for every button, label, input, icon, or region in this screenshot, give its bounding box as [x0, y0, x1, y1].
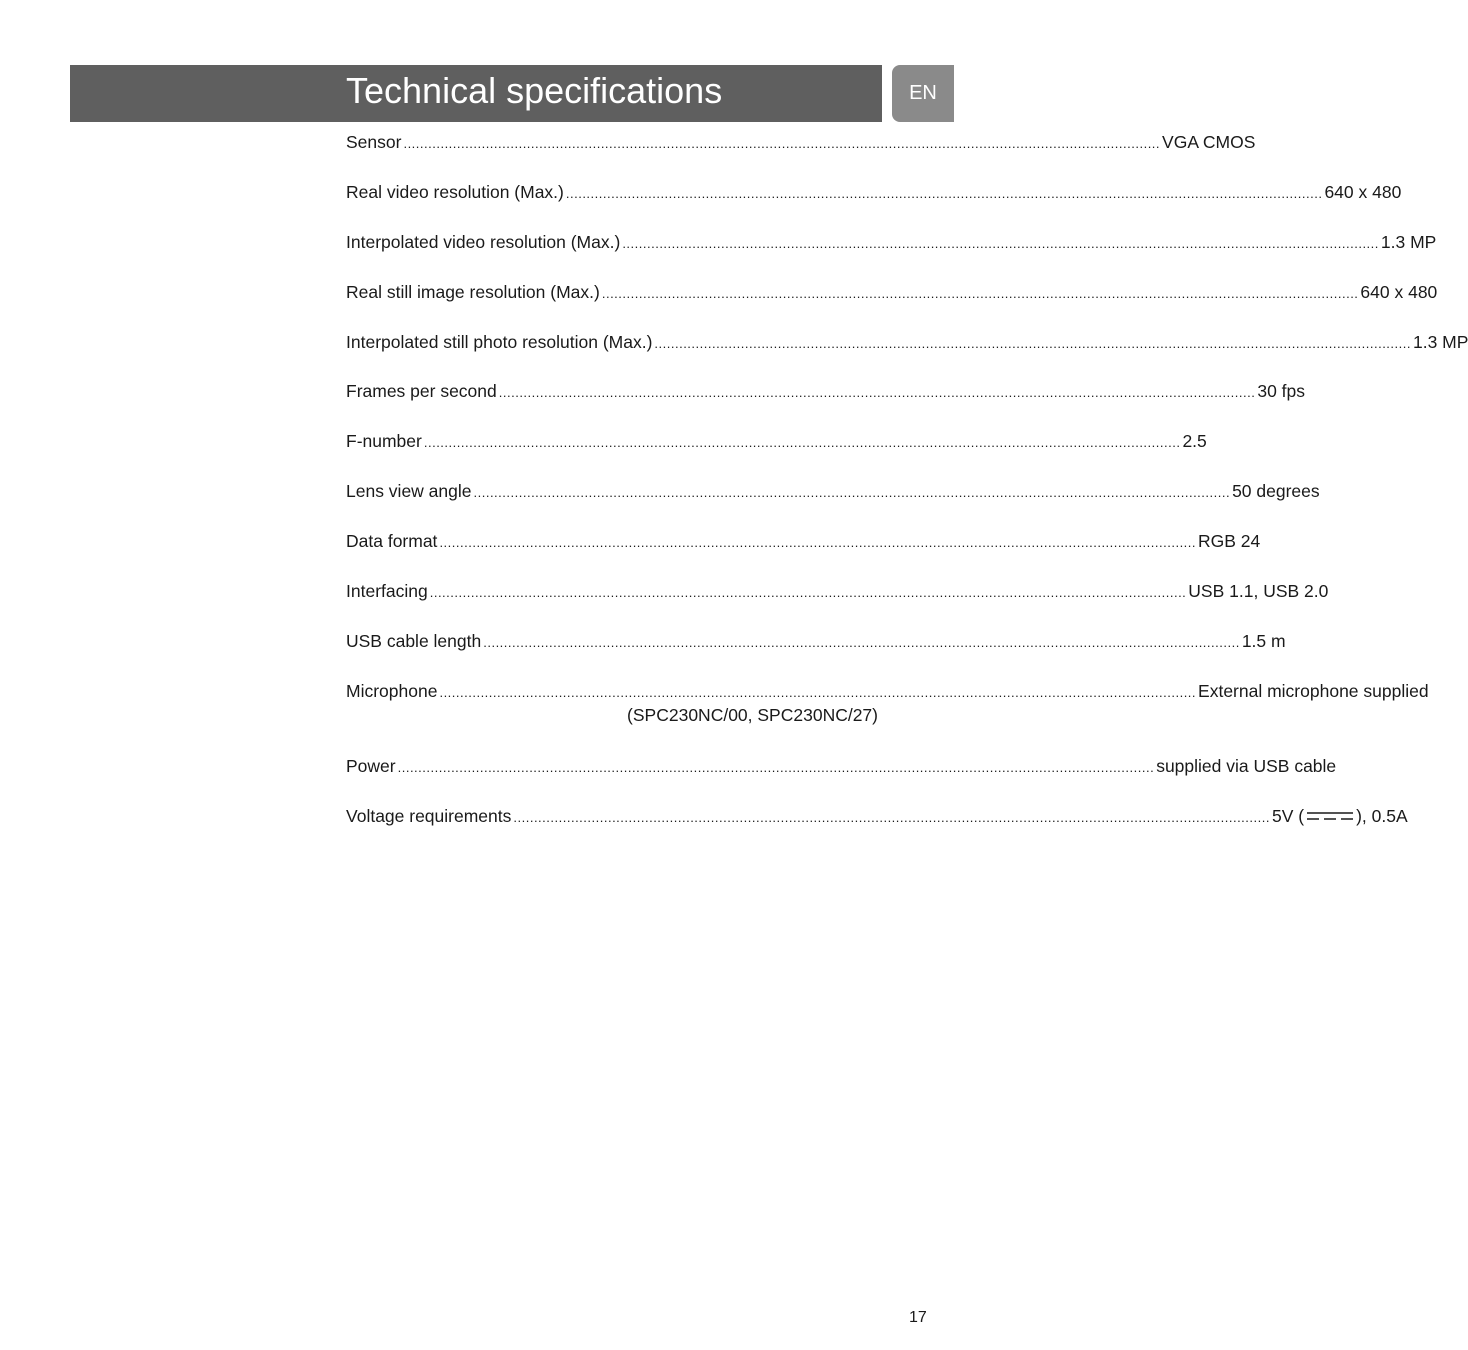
dot-leader: ........................................................................................................................................................................................: [423, 435, 1181, 451]
spec-value: VGA CMOS: [1162, 132, 1256, 152]
spec-list: [346, 130, 1468, 854]
spec-label: Voltage requirements: [346, 805, 512, 826]
spec-row-real-video-resolution: [346, 180, 1402, 230]
spec-value: RGB 24: [1198, 531, 1261, 552]
direct-current-icon: [1304, 810, 1356, 822]
spec-row-voltage-requirements: [346, 804, 1408, 854]
spec-value: 30 fps: [1257, 381, 1306, 402]
dot-leader: ........................................................................................................................................................................................: [622, 235, 1379, 251]
spec-value: [1272, 804, 1408, 828]
spec-row-microphone: [346, 679, 1429, 754]
spec-row-frames-per-second: [346, 379, 1306, 429]
dot-leader: ........................................................................................................................................................................................: [565, 185, 1323, 201]
spec-label: Power: [346, 755, 396, 776]
spec-value-prefix: 5V (: [1271, 805, 1305, 826]
dot-leader: ........................................................................................................................................................................................: [397, 759, 1155, 775]
spec-row-interpolated-still-photo-resolution: [346, 330, 1468, 380]
spec-value: External microphone supplied: [1198, 680, 1429, 701]
spec-value: 640 x 480: [1360, 281, 1438, 302]
language-tab-label: EN: [909, 82, 937, 104]
spec-row-data-format: [346, 529, 1261, 579]
dot-leader: ........................................................................................................................................................................................: [498, 385, 1256, 401]
spec-label: Interpolated video resolution (Max.): [346, 231, 621, 252]
spec-value: USB 1.1, USB 2.0: [1188, 581, 1329, 602]
spec-value-suffix: ), 0.5A: [1356, 805, 1408, 826]
dot-leader: ........................................................................................................................................................................................: [403, 136, 1161, 151]
spec-value-continuation: (SPC230NC/00, SPC230NC/27): [627, 704, 878, 725]
title-bar: [70, 65, 882, 122]
spec-label: F-number: [346, 431, 422, 452]
dot-leader: ........................................................................................................................................................................................: [654, 335, 1411, 351]
spec-label: Data format: [346, 531, 438, 552]
spec-value: 1.5 m: [1241, 630, 1286, 651]
spec-label: Sensor: [346, 132, 402, 152]
spec-label: Microphone: [346, 680, 438, 701]
spec-row-lens-view-angle: [346, 479, 1320, 529]
spec-label: Interpolated still photo resolution (Max.): [346, 331, 653, 352]
spec-row-real-still-image-resolution: [346, 280, 1438, 330]
dot-leader: ........................................................................................................................................................................................: [513, 809, 1270, 825]
spec-label: Real still image resolution (Max.): [346, 281, 600, 302]
spec-row-power: [346, 754, 1337, 804]
spec-value: 2.5: [1182, 431, 1207, 452]
spec-label: Frames per second: [346, 381, 497, 402]
spec-value: 50 degrees: [1232, 481, 1320, 502]
page-title: Technical specifications: [346, 70, 723, 111]
dot-leader: ........................................................................................................................................................................................: [601, 285, 1359, 301]
dot-leader: ........................................................................................................................................................................................: [473, 485, 1231, 501]
spec-value: 1.3 MP: [1412, 331, 1468, 352]
dot-leader: ........................................................................................................................................................................................: [439, 684, 1197, 700]
page-number: 17: [909, 1309, 927, 1326]
spec-value: 1.3 MP: [1380, 231, 1437, 252]
spec-row-interpolated-video-resolution: [346, 230, 1437, 280]
language-tab: [892, 65, 954, 122]
spec-row-usb-cable-length: [346, 629, 1286, 679]
dot-leader: ........................................................................................................................................................................................: [429, 585, 1187, 601]
spec-label: Real video resolution (Max.): [346, 181, 564, 202]
spec-label: Lens view angle: [346, 481, 472, 502]
spec-value: 640 x 480: [1324, 181, 1402, 202]
spec-row-sensor: [346, 130, 1256, 180]
dot-leader: ........................................................................................................................................................................................: [439, 535, 1197, 551]
spec-row-interfacing: [346, 579, 1329, 629]
spec-label: USB cable length: [346, 630, 482, 651]
spec-label: Interfacing: [346, 581, 428, 602]
dot-leader: ........................................................................................................................................................................................: [483, 634, 1240, 650]
spec-row-f-number: [346, 429, 1207, 479]
spec-value: supplied via USB cable: [1156, 755, 1337, 776]
